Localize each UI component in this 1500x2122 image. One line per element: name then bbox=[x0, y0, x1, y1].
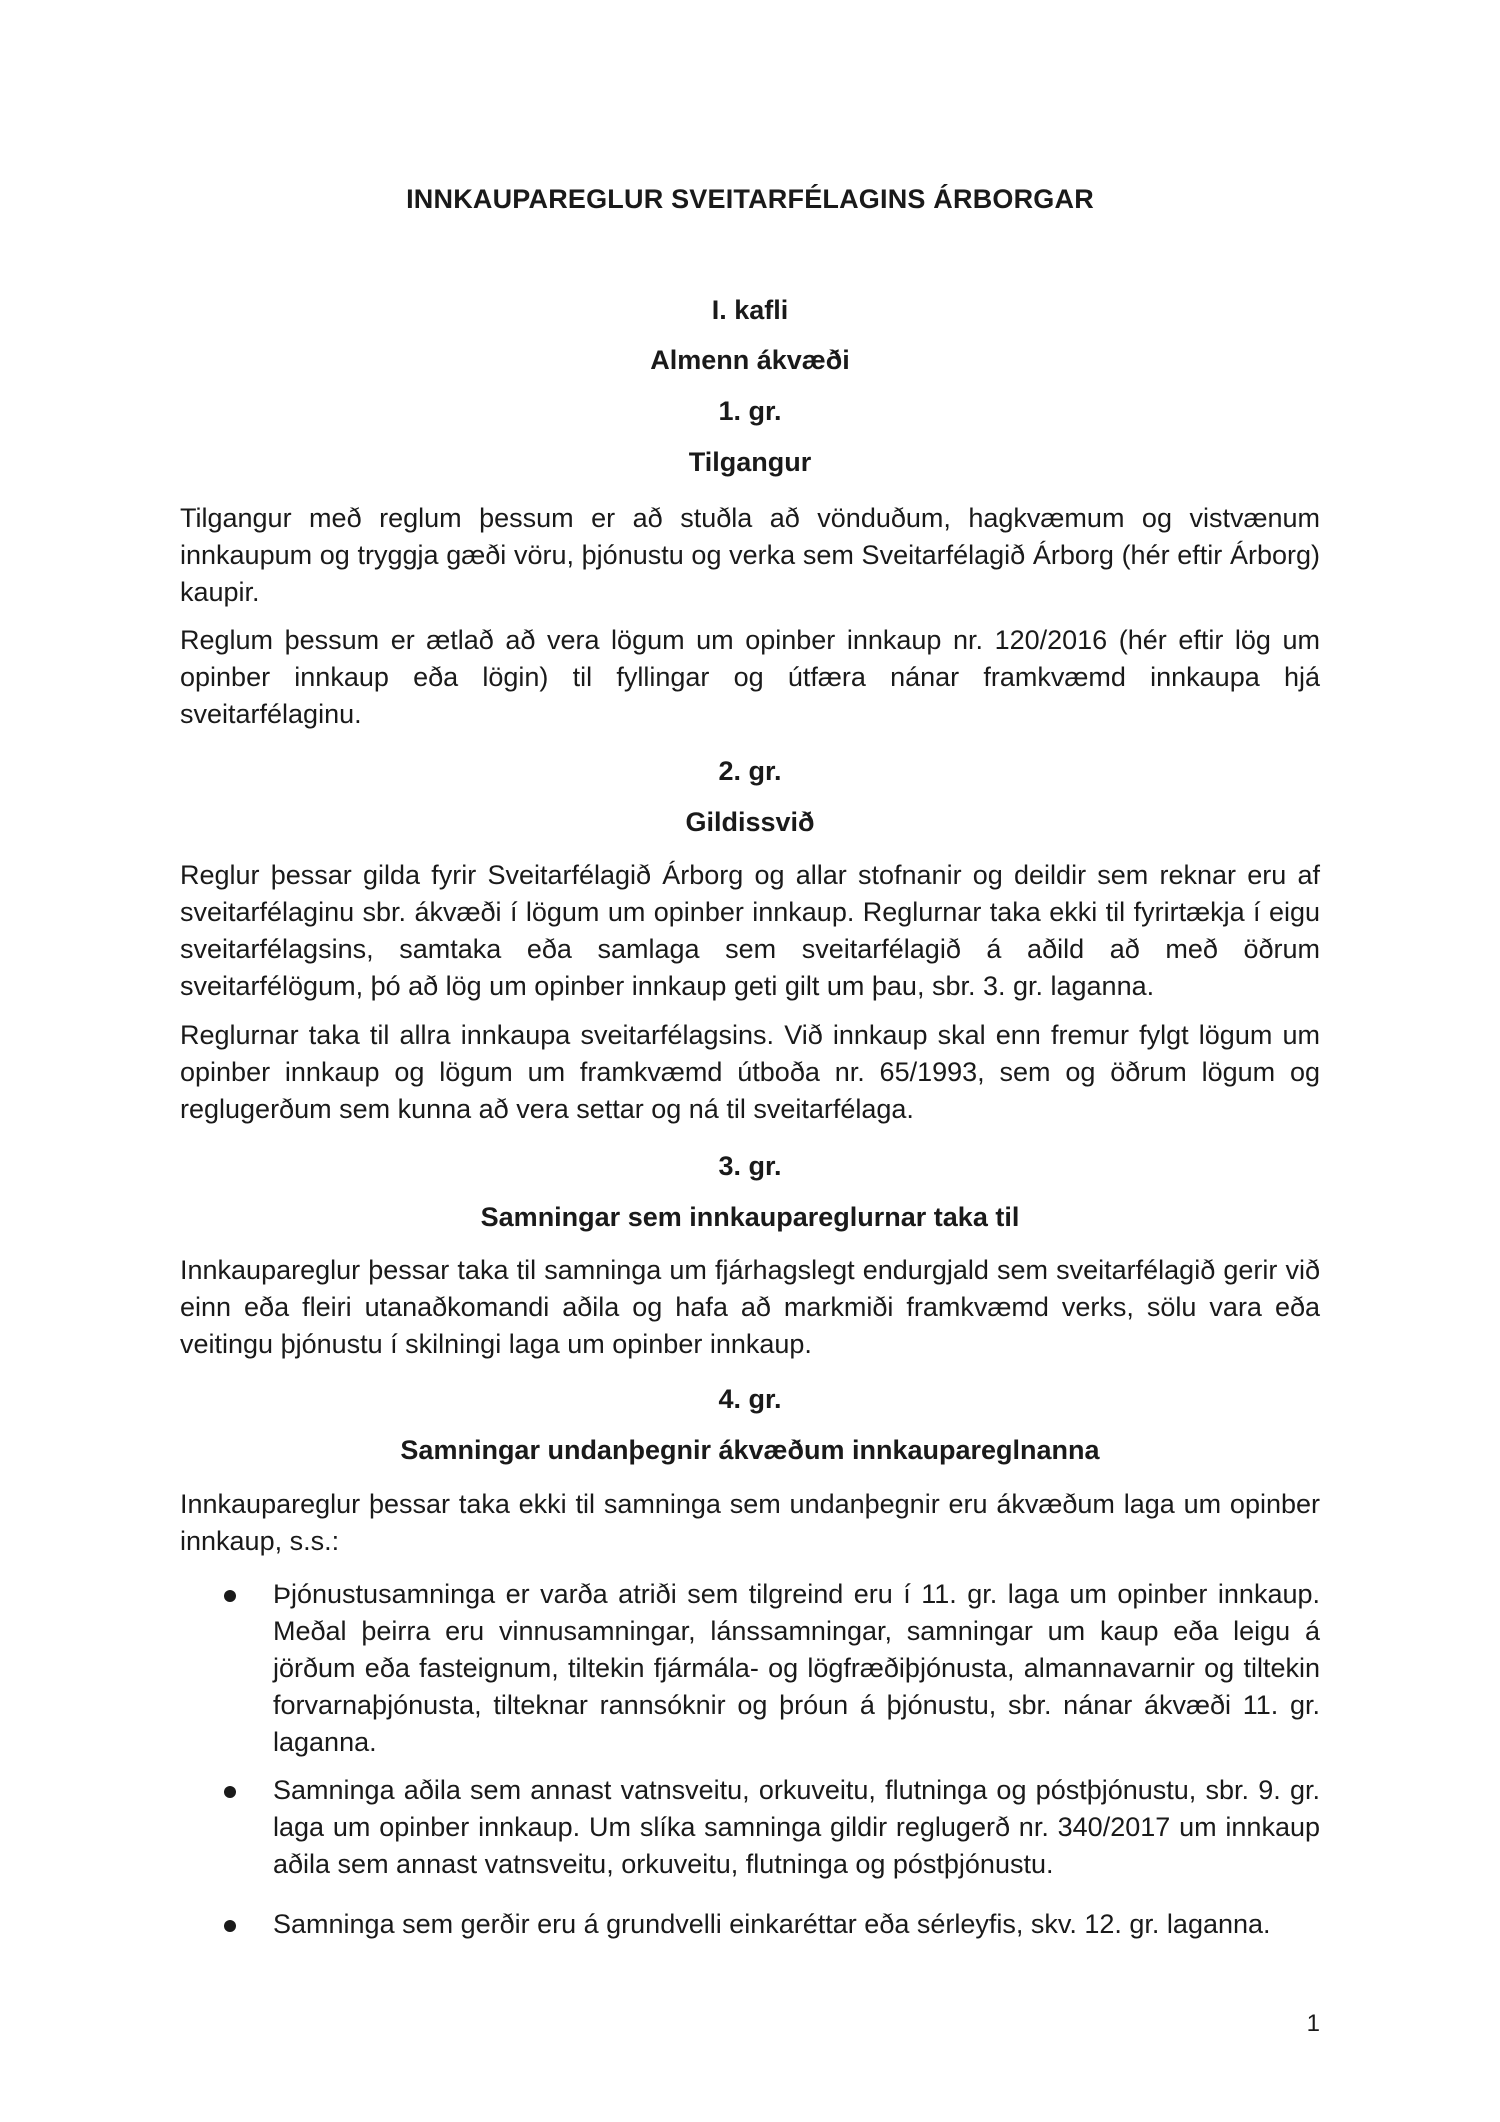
chapter-name: Almenn ákvæði bbox=[650, 345, 850, 375]
document-title: INNKAUPAREGLUR SVEITARFÉLAGINS ÁRBORGAR bbox=[406, 184, 1094, 214]
page-number: 1 bbox=[1306, 2010, 1320, 2037]
bullet-icon bbox=[224, 1920, 236, 1932]
article-4-paragraph-1: Innkaupareglur þessar taka ekki til samninga sem undanþegnir eru ákvæðum laga um opinber innkaup, s.s.: bbox=[180, 1489, 1320, 1556]
list-item-text: Þjónustusamninga er varða atriði sem tilgreind eru í 11. gr. laga um opinber innkaup. Meðal þeirra eru vinnusamningar, lánssamningar, samningar um kaup eða leigu á jörðum eða fasteignum, tiltekin fjármála- og lögfræðiþjónusta, almannavarnir og tiltekin forvarnaþjónusta, tilteknar rannsóknir og þróun á þjónustu, sbr. nánar ákvæði 11. gr. laganna. bbox=[273, 1579, 1320, 1757]
article-4-title: Samningar undanþegnir ákvæðum innkaupareglnanna bbox=[400, 1435, 1100, 1465]
list-item-text: Samninga sem gerðir eru á grundvelli einkaréttar eða sérleyfis, skv. 12. gr. laganna. bbox=[273, 1909, 1271, 1939]
bullet-icon bbox=[224, 1786, 236, 1798]
article-4-number: 4. gr. bbox=[718, 1384, 782, 1414]
article-3-paragraph-1: Innkaupareglur þessar taka til samninga um fjárhagslegt endurgjald sem sveitarfélagið gerir við einn eða fleiri utanaðkomandi aðila og hafa að markmiði framkvæmd verks, sölu vara eða veitingu þjónustu í skilningi laga um opinber innkaup. bbox=[180, 1255, 1320, 1359]
bullet-icon bbox=[224, 1590, 236, 1602]
document-page bbox=[180, 0, 1320, 2122]
article-2-title: Gildissvið bbox=[685, 807, 815, 837]
chapter-number: I. kafli bbox=[711, 295, 789, 325]
article-1-paragraph-1: Tilgangur með reglum þessum er að stuðla að vönduðum, hagkvæmum og vistvænum innkaupum og tryggja gæði vöru, þjónustu og verka sem Sveitarfélagið Árborg (hér eftir Árborg) kaupir. bbox=[180, 503, 1320, 607]
list-item-text: Samninga aðila sem annast vatnsveitu, orkuveitu, flutninga og póstþjónustu, sbr. 9. gr. laga um opinber innkaup. Um slíka samninga gildir reglugerð nr. 340/2017 um innkaup aðila sem annast vatnsveitu, orkuveitu, flutninga og póstþjónustu. bbox=[273, 1775, 1320, 1879]
article-3-number: 3. gr. bbox=[718, 1151, 782, 1181]
article-2-paragraph-2: Reglurnar taka til allra innkaupa sveitarfélagsins. Við innkaup skal enn fremur fylgt lögum um opinber innkaup og lögum um framkvæmd útboða nr. 65/1993, sem og öðrum lögum og reglugerðum sem kunna að vera settar og ná til sveitarfélaga. bbox=[180, 1020, 1320, 1124]
article-2-number: 2. gr. bbox=[718, 756, 782, 786]
article-1-paragraph-2: Reglum þessum er ætlað að vera lögum um opinber innkaup nr. 120/2016 (hér eftir lög um opinber innkaup eða lögin) til fyllingar og útfæra nánar framkvæmd innkaupa hjá sveitarfélaginu. bbox=[180, 625, 1320, 729]
article-3-title: Samningar sem innkaupareglurnar taka til bbox=[480, 1202, 1020, 1232]
article-1-title: Tilgangur bbox=[688, 447, 812, 477]
article-2-paragraph-1: Reglur þessar gilda fyrir Sveitarfélagið Árborg og allar stofnanir og deildir sem reknar eru af sveitarfélaginu sbr. ákvæði í lögum um opinber innkaup. Reglurnar taka ekki til fyrirtækja í eigu sveitarfélagsins, samtaka eða samlaga sem sveitarfélagið á aðild að með öðrum sveitarfélögum, þó að lög um opinber innkaup geti gilt um þau, sbr. 3. gr. laganna. bbox=[180, 860, 1320, 1001]
article-1-number: 1. gr. bbox=[718, 396, 782, 426]
